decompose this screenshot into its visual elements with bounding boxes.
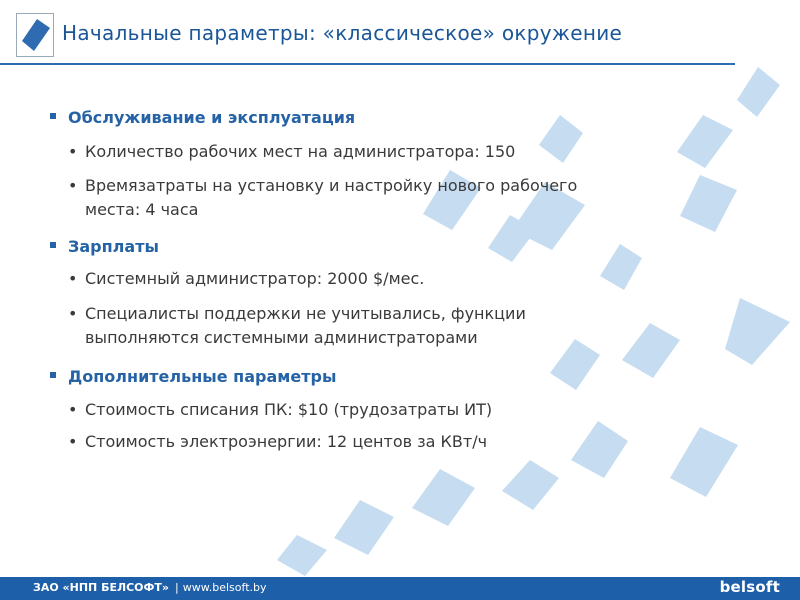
square-bullet-icon (50, 113, 56, 119)
section-heading-maintenance (50, 108, 355, 127)
list-item (68, 140, 608, 164)
slide-title: Начальные параметры: «классическое» окружение (62, 21, 623, 45)
footer-info (33, 581, 267, 594)
list-item (68, 174, 608, 222)
section-heading-label: Зарплаты (68, 237, 159, 256)
list-item (68, 267, 608, 291)
list-item-text: Стоимость электроэнергии: 12 центов за КВт/ч (85, 432, 488, 451)
list-item-text: Стоимость списания ПК: $10 (трудозатраты ИТ) (85, 400, 493, 419)
bullet-dot-icon: • (68, 269, 78, 288)
website-link[interactable]: www.belsoft.by (182, 581, 267, 594)
list-item-text: Времязатраты на установку и настройку нового рабочего места: 4 часа (85, 176, 578, 219)
square-bullet-icon (50, 242, 56, 248)
section-heading-extra-params (50, 367, 336, 386)
list-item (68, 430, 608, 454)
list-item-text: Системный администратор: 2000 $/мес. (85, 269, 425, 288)
bullet-dot-icon: • (68, 304, 78, 323)
bullet-dot-icon: • (68, 142, 78, 161)
section-heading-salaries (50, 237, 159, 256)
square-bullet-icon (50, 372, 56, 378)
list-item (68, 398, 608, 422)
list-item-text: Специалисты поддержки не учитывались, функции выполняются системными администраторами (85, 304, 526, 347)
list-item (68, 302, 608, 350)
section-heading-label: Дополнительные параметры (68, 367, 337, 386)
bullet-dot-icon: • (68, 176, 78, 195)
footer-bar (0, 577, 800, 600)
bullet-dot-icon: • (68, 400, 78, 419)
brand-logo-text: belsoft (719, 578, 780, 596)
company-name: ЗАО «НПП БЕЛСОФТ» (33, 581, 170, 594)
footer-separator: | (175, 581, 179, 594)
bullet-dot-icon: • (68, 432, 78, 451)
list-item-text: Количество рабочих мест на администратора: 150 (85, 142, 516, 161)
section-heading-label: Обслуживание и эксплуатация (68, 108, 356, 127)
